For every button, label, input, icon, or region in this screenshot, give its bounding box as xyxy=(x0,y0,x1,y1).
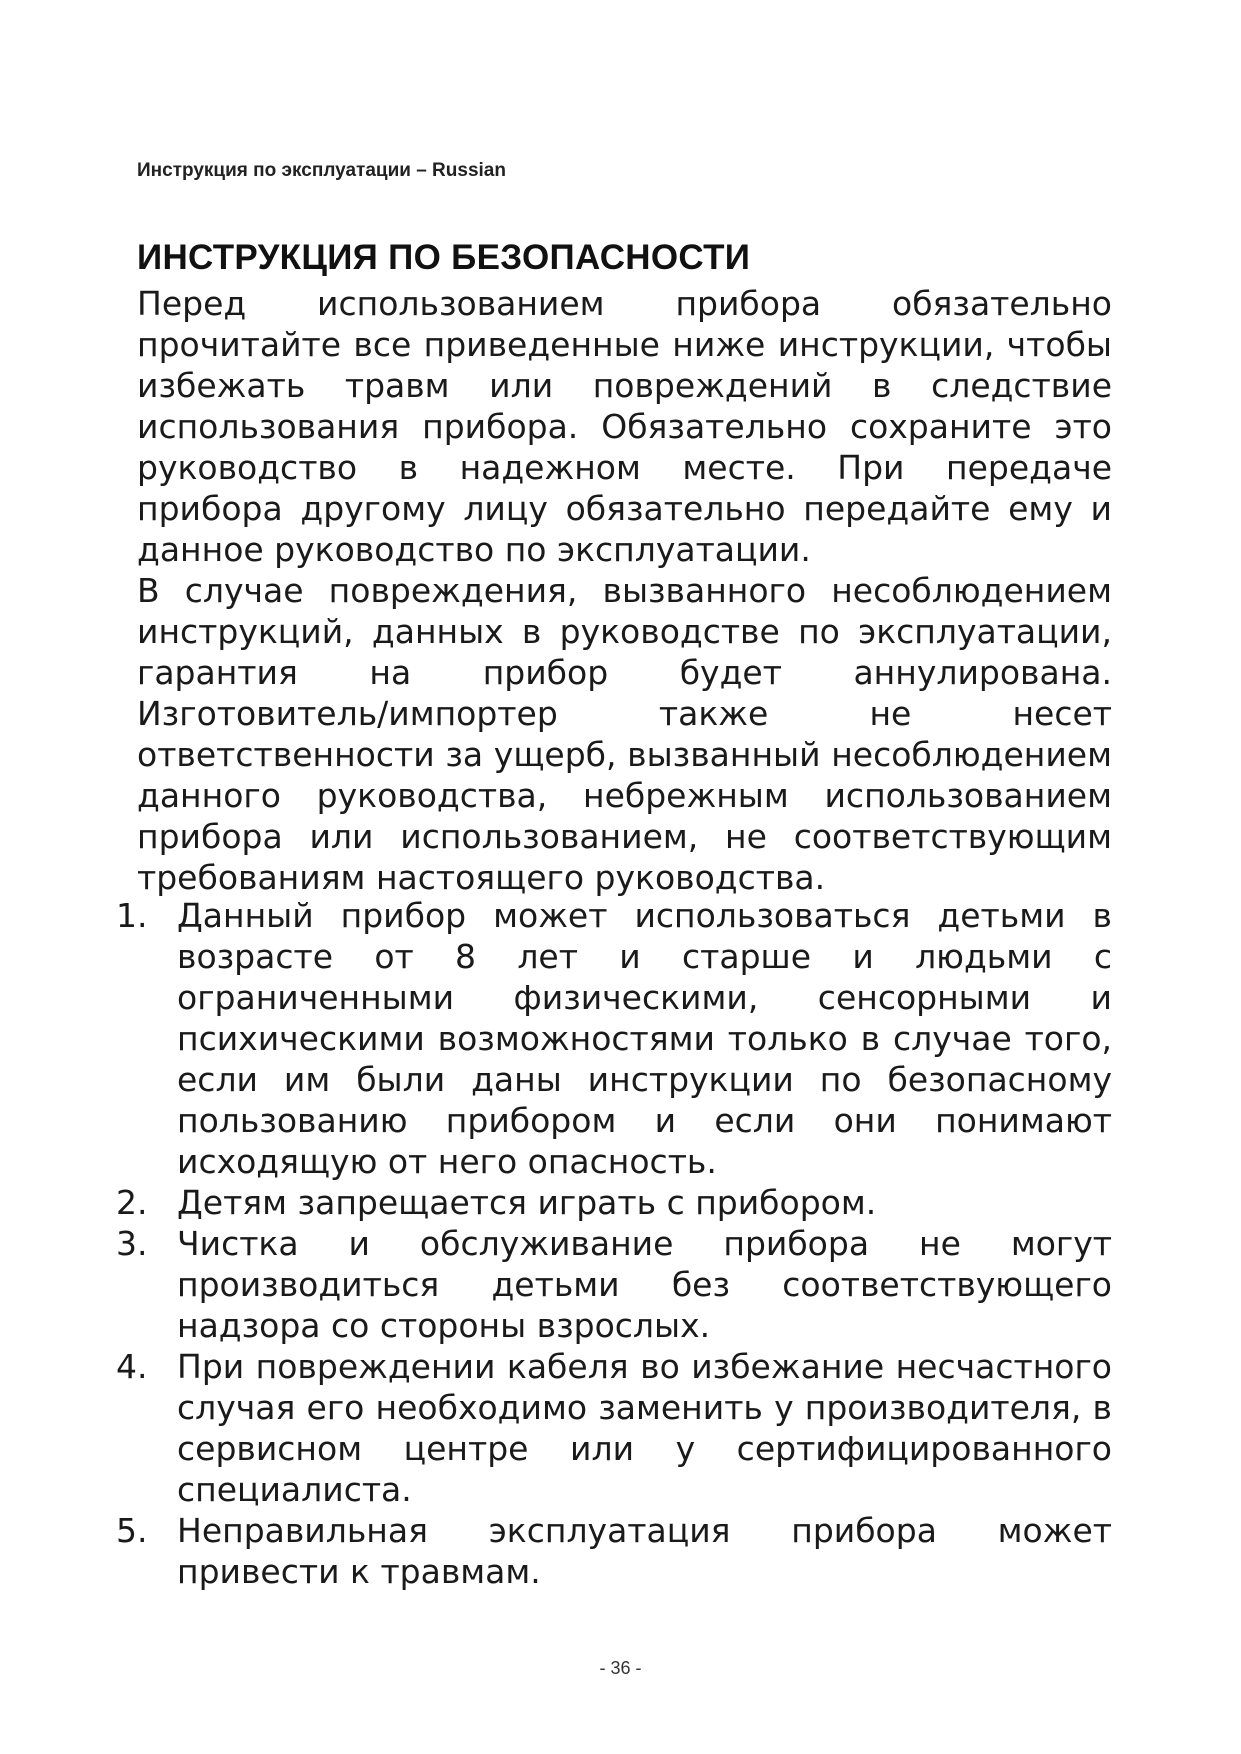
list-item xyxy=(116,1510,1112,1592)
list-item xyxy=(116,1346,1112,1510)
list-item-number: 5. xyxy=(116,1511,148,1550)
list-item xyxy=(116,1182,1112,1223)
list-item-text: Чистка и обслуживание прибора не могут производиться детьми без соответствующего надзора со стороны взрослых. xyxy=(177,1224,1112,1345)
paragraph: В случае повреждения, вызванного несоблюдением инструкций, данных в руководстве по эксплуатации, гарантия на прибор будет аннулирована. Изготовитель/импортер также не несет ответственности за ущерб, вызванный несоблюдением данного руководства, небрежным использованием прибора или использованием, не соответствующим требованиям настоящего руководства. xyxy=(137,571,1112,897)
section-title: ИНСТРУКЦИЯ ПО БЕЗОПАСНОСТИ xyxy=(137,238,751,277)
page-number: - 36 - xyxy=(599,1658,642,1678)
list-item-text: Детям запрещается играть с прибором. xyxy=(177,1183,877,1222)
list-item xyxy=(116,1223,1112,1346)
paragraph: Перед использованием прибора обязательно прочитайте все приведенные ниже инструкции, чтобы избежать травм или повреждений в следствие использования прибора. Обязательно сохраните это руководство в надежном месте. При передаче прибора другому лицу обязательно передайте ему и данное руководство по эксплуатации. xyxy=(137,284,1112,569)
intro-text xyxy=(137,283,1112,898)
list-item xyxy=(116,895,1112,1182)
safety-list xyxy=(116,895,1112,1592)
list-item-text: Данный прибор может использоваться детьми в возрасте от 8 лет и старше и людьми с ограниченными физическими, сенсорными и психическими возможностями только в случае того, если им были даны инструкции по безопасному пользованию прибором и если они понимают исходящую от него опасность. xyxy=(177,896,1112,1181)
list-item-text: При повреждении кабеля во избежание несчастного случая его необходимо заменить у производителя, в сервисном центре или у сертифицированного специалиста. xyxy=(177,1347,1112,1509)
running-header: Инструкция по эксплуатации – Russian xyxy=(137,160,506,181)
list-item-number: 3. xyxy=(116,1224,148,1263)
list-item-number: 2. xyxy=(116,1183,148,1222)
list-item-text: Неправильная эксплуатация прибора может привести к травмам. xyxy=(177,1511,1112,1591)
list-item-number: 4. xyxy=(116,1347,148,1386)
list-item-number: 1. xyxy=(116,896,148,935)
